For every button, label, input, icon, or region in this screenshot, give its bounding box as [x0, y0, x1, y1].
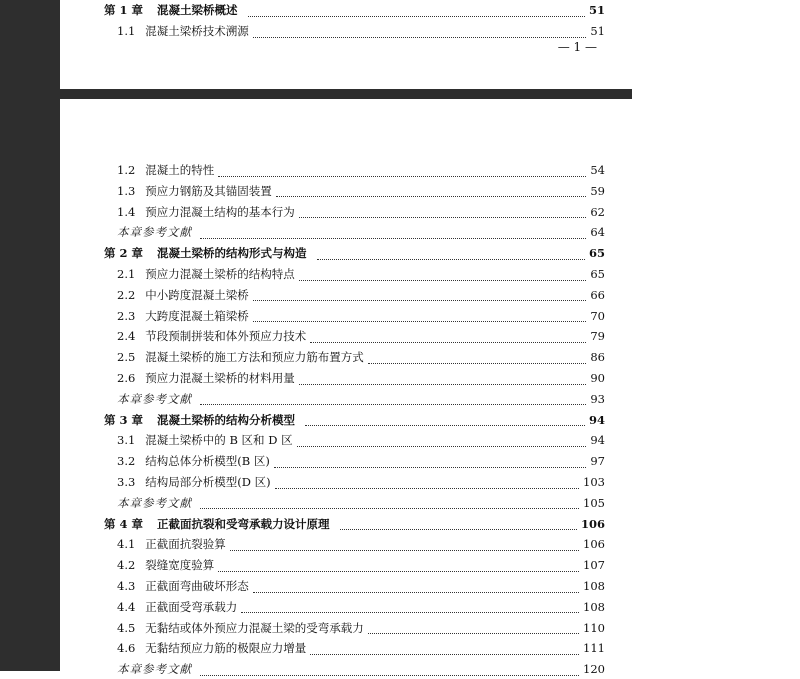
- toc-entry-page: 62: [590, 204, 605, 219]
- toc-entry-text: 裂缝宽度验算: [145, 558, 215, 573]
- toc-entry-text: 本章参考文献: [117, 662, 192, 677]
- page-separator: [60, 89, 632, 99]
- toc-entry-title: [60, 659, 192, 679]
- toc-entry-page: 65: [588, 246, 605, 261]
- toc-entry[interactable]: [60, 160, 632, 180]
- document-page-1: [60, 0, 632, 89]
- toc-entry-number: 第 4 章: [104, 516, 144, 531]
- dot-leader: [305, 413, 585, 426]
- toc-entry-text: 本章参考文献: [117, 495, 192, 510]
- toc-entry-page: 51: [588, 3, 605, 17]
- toc-entry-text: 大跨度混凝土箱梁桥: [145, 308, 249, 323]
- toc-entry[interactable]: [60, 493, 632, 513]
- toc-entry-page: 59: [590, 183, 605, 198]
- toc-entry-number: 3.1: [117, 433, 136, 448]
- dot-leader: [218, 559, 579, 572]
- toc-entry-number: 1.2: [117, 163, 136, 177]
- toc-entry-number: 2.1: [117, 267, 136, 281]
- toc-entry[interactable]: [60, 555, 632, 575]
- toc-entry-text: 本章参考文献: [117, 225, 192, 240]
- toc-entry-number: 1.4: [117, 204, 136, 219]
- toc-entry-page: 54: [590, 163, 605, 177]
- dot-leader: [317, 247, 585, 260]
- toc-entry-page: 65: [590, 267, 605, 281]
- toc-entry-text: 预应力混凝土梁桥的结构特点: [145, 267, 295, 281]
- dot-leader: [274, 455, 586, 468]
- toc-entry-number: 4.1: [117, 537, 136, 552]
- toc-entry-title: [60, 202, 295, 222]
- dot-leader: [253, 309, 587, 322]
- toc-entry-text: 正截面抗裂和受弯承载力设计原理: [157, 516, 330, 531]
- toc-entry[interactable]: [60, 222, 632, 242]
- dot-leader: [253, 25, 587, 38]
- toc-entry[interactable]: [60, 618, 632, 638]
- toc-entry-number: 2.3: [117, 308, 136, 323]
- toc-entry-page: 51: [590, 24, 605, 38]
- dot-leader: [299, 268, 587, 281]
- toc-entry-page: 103: [583, 475, 605, 489]
- toc-entry-text: 结构局部分析模型(D 区): [145, 475, 271, 489]
- dot-leader: [200, 392, 586, 405]
- dot-leader: [276, 184, 587, 197]
- dot-leader: [200, 496, 579, 509]
- document-page-2: [60, 99, 632, 679]
- toc-entry-title: [60, 181, 272, 201]
- toc-entry-title: [60, 451, 270, 471]
- toc-entry-page: 94: [588, 412, 605, 427]
- toc-entry-number: 2.2: [117, 287, 136, 302]
- toc-entry[interactable]: [60, 243, 632, 263]
- toc-entry-text: 预应力混凝土梁桥的材料用量: [145, 371, 295, 385]
- dot-leader: [368, 621, 579, 634]
- dot-leader: [230, 538, 579, 551]
- toc-entry-text: 混凝土梁桥的结构形式与构造: [157, 246, 307, 261]
- toc-entry-number: 2.5: [117, 350, 136, 365]
- toc-entry[interactable]: [60, 285, 632, 305]
- toc-entry-title: [60, 264, 295, 284]
- toc-entry-text: 混凝土梁桥的结构分析模型: [157, 412, 296, 427]
- toc-entry-title: [60, 368, 295, 388]
- toc-entry-page: 110: [583, 620, 605, 635]
- toc-entry-page: 108: [583, 599, 605, 614]
- toc-entry-title: [60, 514, 330, 534]
- toc-entry[interactable]: [60, 0, 632, 20]
- toc-entry-page: 70: [590, 308, 605, 323]
- toc-entry[interactable]: [60, 202, 632, 222]
- toc-entry-number: 3.2: [117, 454, 136, 469]
- toc-entry-number: 第 1 章: [104, 3, 144, 17]
- toc-entry-page: 94: [590, 433, 605, 448]
- toc-entry-text: 结构总体分析模型(B 区): [145, 454, 270, 469]
- dot-leader: [218, 164, 586, 177]
- toc-entry-text: 无黏结预应力筋的极限应力增量: [145, 641, 307, 656]
- dot-leader: [248, 4, 585, 17]
- toc-entry-text: 正截面弯曲破坏形态: [145, 579, 249, 593]
- toc-entry-text: 混凝土梁桥的施工方法和预应力筋布置方式: [145, 350, 364, 365]
- toc-entry-page: 120: [583, 662, 605, 677]
- toc-entry-number: 2.6: [117, 371, 136, 385]
- toc-entry-page: 66: [590, 287, 605, 302]
- dot-leader: [297, 434, 587, 447]
- toc-entry-number: 4.3: [117, 579, 136, 593]
- toc-entry-number: 4.2: [117, 558, 136, 573]
- toc-entry-text: 无黏结或体外预应力混凝土梁的受弯承载力: [145, 620, 364, 635]
- toc-entry-title: [60, 410, 295, 430]
- toc-entry[interactable]: [60, 514, 632, 534]
- toc-entry-title: [60, 0, 238, 20]
- toc-entry-text: 正截面受弯承载力: [145, 599, 238, 614]
- dot-leader: [253, 580, 579, 593]
- dot-leader: [299, 372, 587, 385]
- toc-entry-number: 3.3: [117, 475, 136, 489]
- toc-entry[interactable]: [60, 410, 632, 430]
- toc-entry-page: 93: [590, 391, 605, 406]
- toc-entry-title: [60, 306, 249, 326]
- toc-entry-text: 混凝土梁桥中的 B 区和 D 区: [145, 433, 293, 448]
- toc-entry-page: 106: [583, 537, 605, 552]
- toc-entry[interactable]: [60, 368, 632, 388]
- toc-entry-number: 4.5: [117, 620, 136, 635]
- toc-entry[interactable]: [60, 326, 632, 346]
- dot-leader: [200, 226, 586, 239]
- toc-entry-title: [60, 285, 249, 305]
- toc-entry-title: [60, 534, 226, 554]
- dot-leader: [310, 330, 586, 343]
- toc-entry-title: [60, 326, 306, 346]
- toc-entry[interactable]: [60, 306, 632, 326]
- toc-entry-page: 86: [590, 350, 605, 365]
- toc-entry-text: 正截面抗裂验算: [145, 537, 226, 552]
- toc-entry-text: 混凝土的特性: [145, 163, 215, 177]
- toc-entry-title: [60, 243, 307, 263]
- toc-entry[interactable]: [60, 347, 632, 367]
- toc-entry-title: [60, 576, 249, 596]
- toc-entry-title: [60, 493, 192, 513]
- dot-leader: [200, 663, 579, 676]
- toc-entry-title: [60, 638, 306, 658]
- toc-entry-number: 1.3: [117, 183, 136, 198]
- toc-entry-title: [60, 347, 364, 367]
- toc-entry[interactable]: [60, 597, 632, 617]
- toc-entry[interactable]: [60, 430, 632, 450]
- toc-entry-title: [60, 555, 214, 575]
- dot-leader: [340, 517, 577, 530]
- toc-entry[interactable]: [60, 534, 632, 554]
- toc-entry-number: 2.4: [117, 329, 136, 344]
- toc-entry-number: 4.4: [117, 599, 136, 614]
- toc-entry-number: 4.6: [117, 641, 136, 656]
- dot-leader: [275, 476, 579, 489]
- toc-entry-page: 90: [590, 371, 605, 385]
- toc-entry[interactable]: [60, 21, 632, 41]
- toc-entry-text: 混凝土梁桥概述: [157, 3, 238, 17]
- toc-entry[interactable]: [60, 638, 632, 658]
- toc-entry-text: 节段预制拼装和体外预应力技术: [145, 329, 307, 344]
- toc-entry-page: 105: [583, 495, 605, 510]
- dot-leader: [241, 600, 579, 613]
- toc-entry-number: 第 2 章: [104, 246, 144, 261]
- toc-entry-page: 111: [583, 641, 605, 656]
- toc-entry-text: 混凝土梁桥技术溯源: [145, 24, 249, 38]
- toc-entry-text: 预应力钢筋及其锚固装置: [145, 183, 272, 198]
- toc-entry-number: 1.1: [117, 24, 136, 38]
- toc-entry[interactable]: [60, 576, 632, 596]
- dot-leader: [368, 351, 587, 364]
- toc-entry-title: [60, 430, 293, 450]
- toc-entry-text: 中小跨度混凝土梁桥: [145, 287, 249, 302]
- toc-entry-page: 97: [590, 454, 605, 469]
- toc-entry-title: [60, 389, 192, 409]
- toc-entry-page: 64: [590, 225, 605, 240]
- toc-entry-title: [60, 21, 249, 41]
- dot-leader: [310, 642, 579, 655]
- toc-entry[interactable]: [60, 264, 632, 284]
- toc-entry-text: 本章参考文献: [117, 391, 192, 406]
- toc-entry-number: 第 3 章: [104, 412, 144, 427]
- toc-entry-title: [60, 222, 192, 242]
- toc-entry-page: 106: [580, 516, 605, 531]
- page-number: — 1 —: [557, 40, 597, 54]
- toc-entry-text: 预应力混凝土结构的基本行为: [145, 204, 295, 219]
- toc-entry[interactable]: [60, 472, 632, 492]
- toc-entry-title: [60, 160, 214, 180]
- toc-entry-title: [60, 472, 271, 492]
- dot-leader: [253, 288, 587, 301]
- dot-leader: [299, 205, 587, 218]
- toc-entry-page: 79: [590, 329, 605, 344]
- toc-entry[interactable]: [60, 451, 632, 471]
- toc-entry-title: [60, 618, 364, 638]
- toc-entry-title: [60, 597, 237, 617]
- toc-entry-page: 108: [583, 579, 605, 593]
- toc-entry[interactable]: [60, 181, 632, 201]
- toc-entry[interactable]: [60, 659, 632, 679]
- toc-entry[interactable]: [60, 389, 632, 409]
- toc-entry-page: 107: [583, 558, 605, 573]
